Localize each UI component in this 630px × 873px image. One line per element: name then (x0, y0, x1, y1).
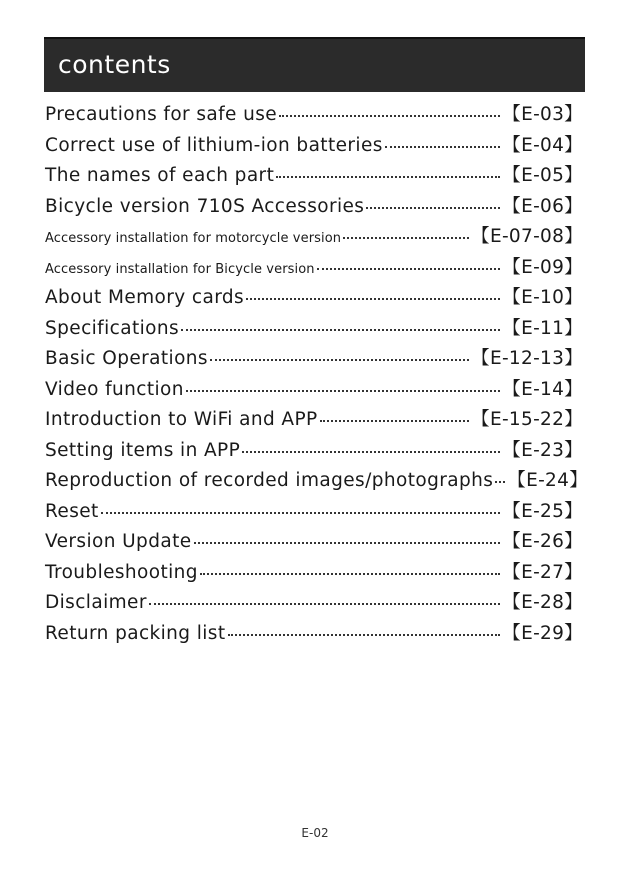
toc-entry-precautions[interactable] (45, 100, 583, 131)
toc-entry-title: Introduction to WiFi and APP (45, 409, 318, 430)
dot-leader (181, 329, 500, 331)
dot-leader (242, 451, 500, 453)
toc-entry-specifications[interactable] (45, 314, 583, 345)
dot-leader (228, 634, 501, 636)
dot-leader (320, 420, 470, 422)
dot-leader (385, 146, 501, 148)
dot-leader (366, 207, 500, 209)
toc-entry-page: 【E-04】 (502, 134, 583, 156)
toc-entry-return-packing[interactable] (45, 619, 583, 650)
toc-entry-page: 【E-15-22】 (471, 409, 583, 430)
toc-entry-title: The names of each part (45, 165, 275, 186)
toc-entry-title: Bicycle version 710S Accessories (45, 195, 365, 217)
toc-entry-bicycle-accessories[interactable] (45, 192, 583, 223)
page-number: E-02 (301, 826, 329, 840)
dot-leader (149, 603, 500, 605)
toc-entry-title: Accessory installation for motorcycle version (45, 231, 342, 246)
toc-entry-part-names[interactable] (45, 161, 583, 192)
toc-entry-page: 【E-09】 (502, 256, 583, 278)
toc-entry-page: 【E-06】 (502, 195, 583, 217)
toc-entry-disclaimer[interactable] (45, 588, 583, 619)
toc-entry-title: Return packing list (45, 622, 226, 644)
contents-header (44, 37, 585, 92)
dot-leader (194, 542, 501, 544)
toc-entry-batteries[interactable] (45, 131, 583, 162)
toc-entry-page: 【E-24】 (507, 470, 589, 491)
dot-leader (276, 176, 500, 178)
toc-entry-title: Version Update (45, 531, 192, 552)
toc-entry-title: Reproduction of recorded images/photographs (45, 470, 494, 491)
toc-entry-troubleshooting[interactable] (45, 558, 583, 589)
toc-entry-motorcycle-installation[interactable] (45, 222, 583, 253)
page-title: contents (58, 50, 171, 79)
toc-entry-page: 【E-27】 (502, 561, 583, 583)
toc-entry-title: Reset (45, 500, 99, 522)
toc-entry-page: 【E-29】 (502, 622, 583, 644)
toc-entry-page: 【E-07-08】 (471, 226, 583, 247)
dot-leader (101, 512, 501, 514)
toc-entry-page: 【E-12-13】 (471, 348, 583, 369)
toc-entry-basic-operations[interactable] (45, 344, 583, 375)
dot-leader (246, 298, 500, 300)
toc-entry-page: 【E-10】 (502, 287, 583, 308)
dot-leader (279, 115, 500, 117)
toc-entry-title: Precautions for safe use (45, 104, 278, 125)
toc-entry-memory-cards[interactable] (45, 283, 583, 314)
toc-entry-reset[interactable] (45, 497, 583, 528)
toc-entry-title: Accessory installation for Bicycle version (45, 261, 315, 277)
toc-entry-title: About Memory cards (45, 287, 245, 308)
table-of-contents (45, 100, 589, 649)
toc-entry-title: Troubleshooting (45, 561, 198, 583)
dot-leader (186, 390, 500, 392)
toc-entry-page: 【E-03】 (502, 104, 583, 125)
toc-entry-version-update[interactable] (45, 527, 583, 558)
toc-entry-title: Video function (45, 378, 184, 400)
toc-entry-page: 【E-25】 (502, 500, 583, 522)
toc-entry-page: 【E-26】 (502, 531, 583, 552)
dot-leader (343, 237, 469, 239)
toc-entry-page: 【E-05】 (502, 165, 583, 186)
toc-entry-title: Correct use of lithium-ion batteries (45, 134, 383, 156)
dot-leader (210, 359, 469, 361)
toc-entry-video-function[interactable] (45, 375, 583, 406)
toc-entry-wifi-app[interactable] (45, 405, 583, 436)
toc-entry-page: 【E-28】 (502, 592, 583, 613)
toc-entry-page: 【E-23】 (502, 439, 583, 461)
toc-entry-title: Setting items in APP (45, 439, 241, 461)
toc-entry-page: 【E-11】 (502, 317, 583, 339)
toc-entry-bicycle-installation[interactable] (45, 253, 583, 284)
dot-leader (495, 481, 505, 483)
toc-entry-title: Disclaimer (45, 592, 147, 613)
dot-leader (317, 268, 501, 270)
dot-leader (200, 573, 500, 575)
toc-entry-page: 【E-14】 (502, 378, 583, 400)
toc-entry-title: Basic Operations (45, 348, 208, 369)
toc-entry-app-settings[interactable] (45, 436, 583, 467)
toc-entry-reproduction[interactable] (45, 466, 589, 497)
toc-entry-title: Specifications (45, 317, 180, 339)
